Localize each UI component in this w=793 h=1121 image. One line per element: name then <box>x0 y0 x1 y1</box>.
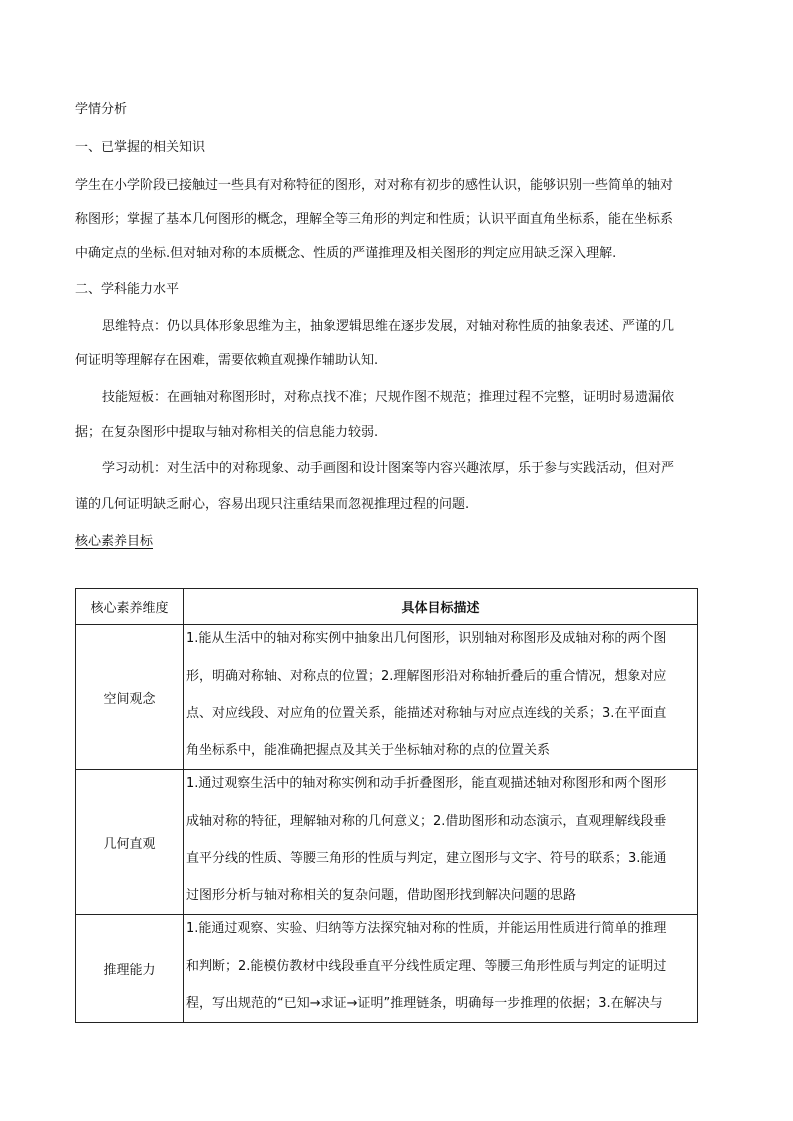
dimension-cell: 几何直观 <box>76 770 184 915</box>
paragraph-line: 中确定点的坐标.但对轴对称的本质概念、性质的严谨推理及相关图形的判定应用缺乏深入理解. <box>75 246 617 261</box>
description-line: 形，明确对称轴、对称点的位置；2.理解图形沿对称轴折叠后的重合情况，想象对应 <box>186 669 667 684</box>
paragraph-line: 谨的几何证明缺乏耐心，容易出现只注重结果而忽视推理过程的问题. <box>75 497 470 512</box>
description-line: 过图形分析与轴对称相关的复杂问题，借助图形找到解决问题的思路 <box>186 888 577 903</box>
description-line: 点、对应线段、对应角的位置关系，能描述对称轴与对应点连线的关系；3.在平面直 <box>186 706 667 721</box>
table-row <box>76 770 698 915</box>
table-row <box>76 625 698 770</box>
description-line: 直平分线的性质、等腰三角形的性质与判定，建立图形与文字、符号的联系；3.能通 <box>186 851 667 866</box>
description-line: 角坐标系中，能准确把握点及其关于坐标轴对称的点的位置关系 <box>186 743 551 758</box>
header-cell-description: 具体目标描述 <box>184 589 698 625</box>
description-line: 程，写出规范的“已知→求证→证明”推理链条，明确每一步推理的依据；3.在解决与 <box>186 996 663 1011</box>
table-header-row <box>76 589 698 625</box>
paragraph-line: 技能短板：在画轴对称图形时，对称点找不准；尺规作图不规范；推理过程不完整，证明时易遗漏依 <box>102 390 675 405</box>
dimension-cell: 空间观念 <box>76 625 184 770</box>
core-goals-table <box>75 588 698 1023</box>
paragraph-line: 称图形；掌握了基本几何图形的概念，理解全等三角形的判定和性质；认识平面直角坐标系，能在坐标系 <box>75 212 674 227</box>
description-cell <box>184 915 698 1023</box>
description-cell <box>184 770 698 915</box>
description-cell <box>184 625 698 770</box>
subheading-ability-level: 二、学科能力水平 <box>75 282 180 297</box>
subheading-known-knowledge: 一、已掌握的相关知识 <box>75 140 206 155</box>
description-line: 和判断；2.能模仿教材中线段垂直平分线性质定理、等腰三角形性质与判定的证明过 <box>186 959 667 974</box>
description-line: 1.能从生活中的轴对称实例中抽象出几何图形，识别轴对称图形及成轴对称的两个图 <box>186 631 667 646</box>
dimension-cell: 推理能力 <box>76 915 184 1023</box>
table-row <box>76 915 698 1023</box>
paragraph-line: 据；在复杂图形中提取与轴对称相关的信息能力较弱. <box>75 425 379 440</box>
section-title-core-goals: 核心素养目标 <box>75 534 154 549</box>
header-cell-dimension: 核心素养维度 <box>76 589 184 625</box>
paragraph-line: 学习动机：对生活中的对称现象、动手画图和设计图案等内容兴趣浓厚，乐于参与实践活动，但对严 <box>102 461 675 476</box>
description-line: 成轴对称的特征，理解轴对称的几何意义；2.借助图形和动态演示，直观理解线段垂 <box>186 814 667 829</box>
paragraph-line: 学生在小学阶段已接触过一些具有对称特征的图形，对对称有初步的感性认识，能够识别一些简单的轴对 <box>75 178 674 193</box>
section-title-learning-analysis: 学情分析 <box>75 102 128 117</box>
description-line: 1.通过观察生活中的轴对称实例和动手折叠图形，能直观描述轴对称图形和两个图形 <box>186 776 667 791</box>
paragraph-line: 何证明等理解存在困难，需要依赖直观操作辅助认知. <box>75 353 379 368</box>
paragraph-line: 思维特点：仍以具体形象思维为主，抽象逻辑思维在逐步发展，对轴对称性质的抽象表述、严谨的几 <box>102 319 675 334</box>
description-line: 1.能通过观察、实验、归纳等方法探究轴对称的性质，并能运用性质进行简单的推理 <box>186 921 667 936</box>
